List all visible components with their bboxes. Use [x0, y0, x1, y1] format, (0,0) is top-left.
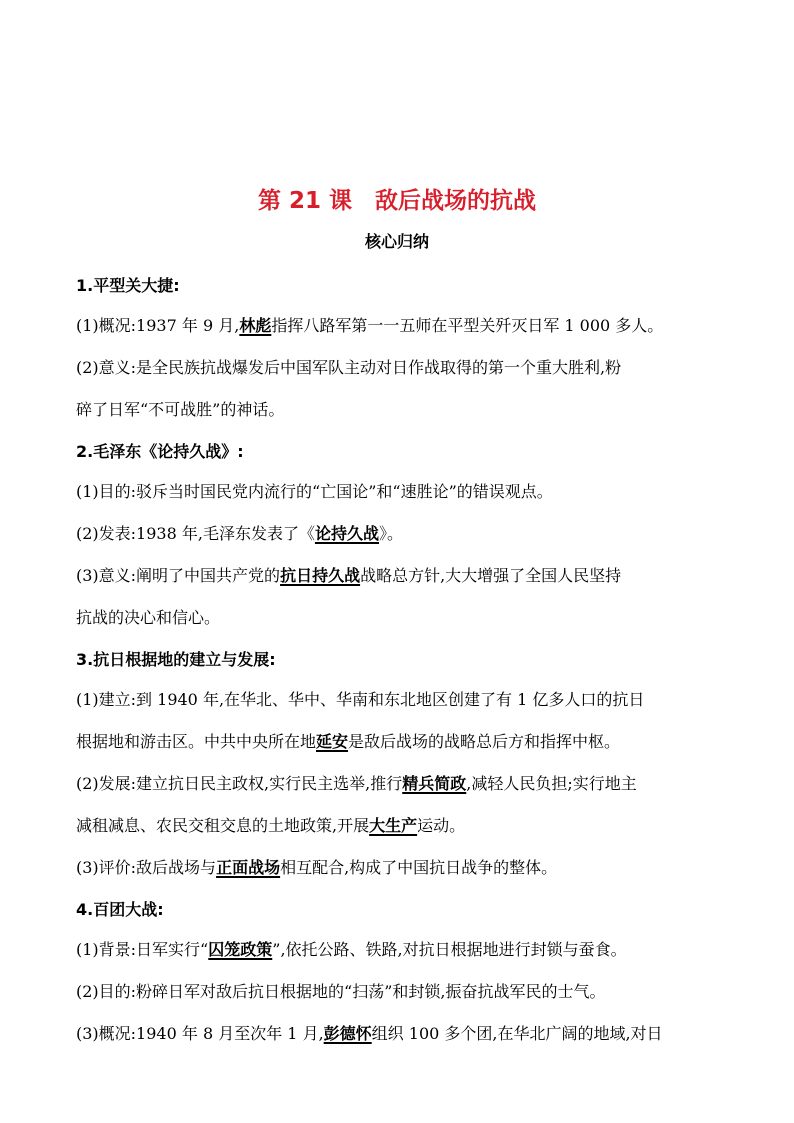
- text: (3)概况:1940 年 8 月至次年 1 月,: [76, 1024, 324, 1043]
- text: 相互配合,构成了中国抗日战争的整体。: [280, 858, 558, 877]
- paragraph-publish-2: [76, 522, 403, 546]
- keyword-strategy: 抗日持久战: [280, 566, 361, 585]
- keyword-yanan: 延安: [316, 732, 349, 751]
- paragraph-significance-2-cont: 抗战的决心和信心。: [76, 608, 221, 627]
- heading-base-areas: 3.抗日根据地的建立与发展:: [76, 650, 276, 669]
- text: 》。: [378, 524, 403, 543]
- text: (1)背景:日军实行“: [76, 940, 209, 959]
- paragraph-overview-1: [76, 314, 663, 338]
- paragraph-background-4: [76, 938, 627, 962]
- text: ”,依托公路、铁路,对抗日根据地进行封锁与蚕食。: [272, 940, 627, 959]
- paragraph-develop-3: [76, 772, 637, 796]
- text: (2)发表:1938 年,毛泽东发表了《: [76, 524, 315, 543]
- paragraph-overview-4: [76, 1022, 663, 1046]
- paragraph-significance-1: (2)意义:是全民族抗战爆发后中国军队主动对日作战取得的第一个重大胜利,粉: [76, 358, 622, 377]
- text: 减租减息、农民交租交息的土地政策,开展: [76, 816, 370, 835]
- keyword-lunchijiuzhan: 论持久战: [314, 524, 379, 543]
- text: 战略总方针,大大增强了全国人民坚持: [360, 566, 622, 585]
- keyword-linbiao: 林彪: [239, 316, 272, 335]
- heading-lunchijiuzhan: 2.毛泽东《论持久战》:: [76, 442, 244, 461]
- keyword-dashengchan: 大生产: [369, 816, 418, 835]
- paragraph-establish-3-cont: [76, 730, 620, 754]
- heading-pingxingguan: 1.平型关大捷:: [76, 276, 180, 295]
- lesson-title: 第 21 课 敌后战场的抗战: [257, 188, 537, 214]
- paragraph-evaluate-3: [76, 856, 557, 880]
- paragraph-significance-1-cont: 碎了日军“不可战胜”的神话。: [76, 400, 285, 419]
- text: (2)发展:建立抗日民主政权,实行民主选举,推行: [76, 774, 403, 793]
- paragraph-purpose-4: (2)目的:粉碎日军对敌后抗日根据地的“扫荡”和封锁,振奋抗战军民的士气。: [76, 982, 606, 1001]
- keyword-pengdehuai: 彭德怀: [323, 1024, 372, 1043]
- keyword-frontline: 正面战场: [216, 858, 281, 877]
- keyword-jingbingjianzheng: 精兵简政: [402, 774, 467, 793]
- text: (3)意义:阐明了中国共产党的: [76, 566, 281, 585]
- keyword-qiulong: 囚笼政策: [208, 940, 273, 959]
- text: 运动。: [417, 816, 466, 835]
- text: (1)概况:1937 年 9 月,: [76, 316, 240, 335]
- paragraph-purpose-2: (1)目的:驳斥当时国民党内流行的“亡国论”和“速胜论”的错误观点。: [76, 482, 553, 501]
- section-subtitle: 核心归纳: [364, 232, 429, 251]
- text: 是敌后战场的战略总后方和指挥中枢。: [348, 732, 621, 751]
- text: 组织 100 多个团,在华北广阔的地域,对日: [371, 1024, 663, 1043]
- text: (3)评价:敌后战场与: [76, 858, 217, 877]
- text: 根据地和游击区。中共中央所在地: [76, 732, 317, 751]
- text: 指挥八路军第一一五师在平型关歼灭日军 1 000 多人。: [271, 316, 664, 335]
- heading-hundred-regiments: 4.百团大战:: [76, 900, 164, 919]
- paragraph-significance-2: [76, 564, 621, 588]
- text: ,减轻人民负担;实行地主: [466, 774, 637, 793]
- paragraph-develop-3-cont: [76, 814, 465, 838]
- paragraph-establish-3: (1)建立:到 1940 年,在华北、华中、华南和东北地区创建了有 1 亿多人口的抗日: [76, 690, 645, 709]
